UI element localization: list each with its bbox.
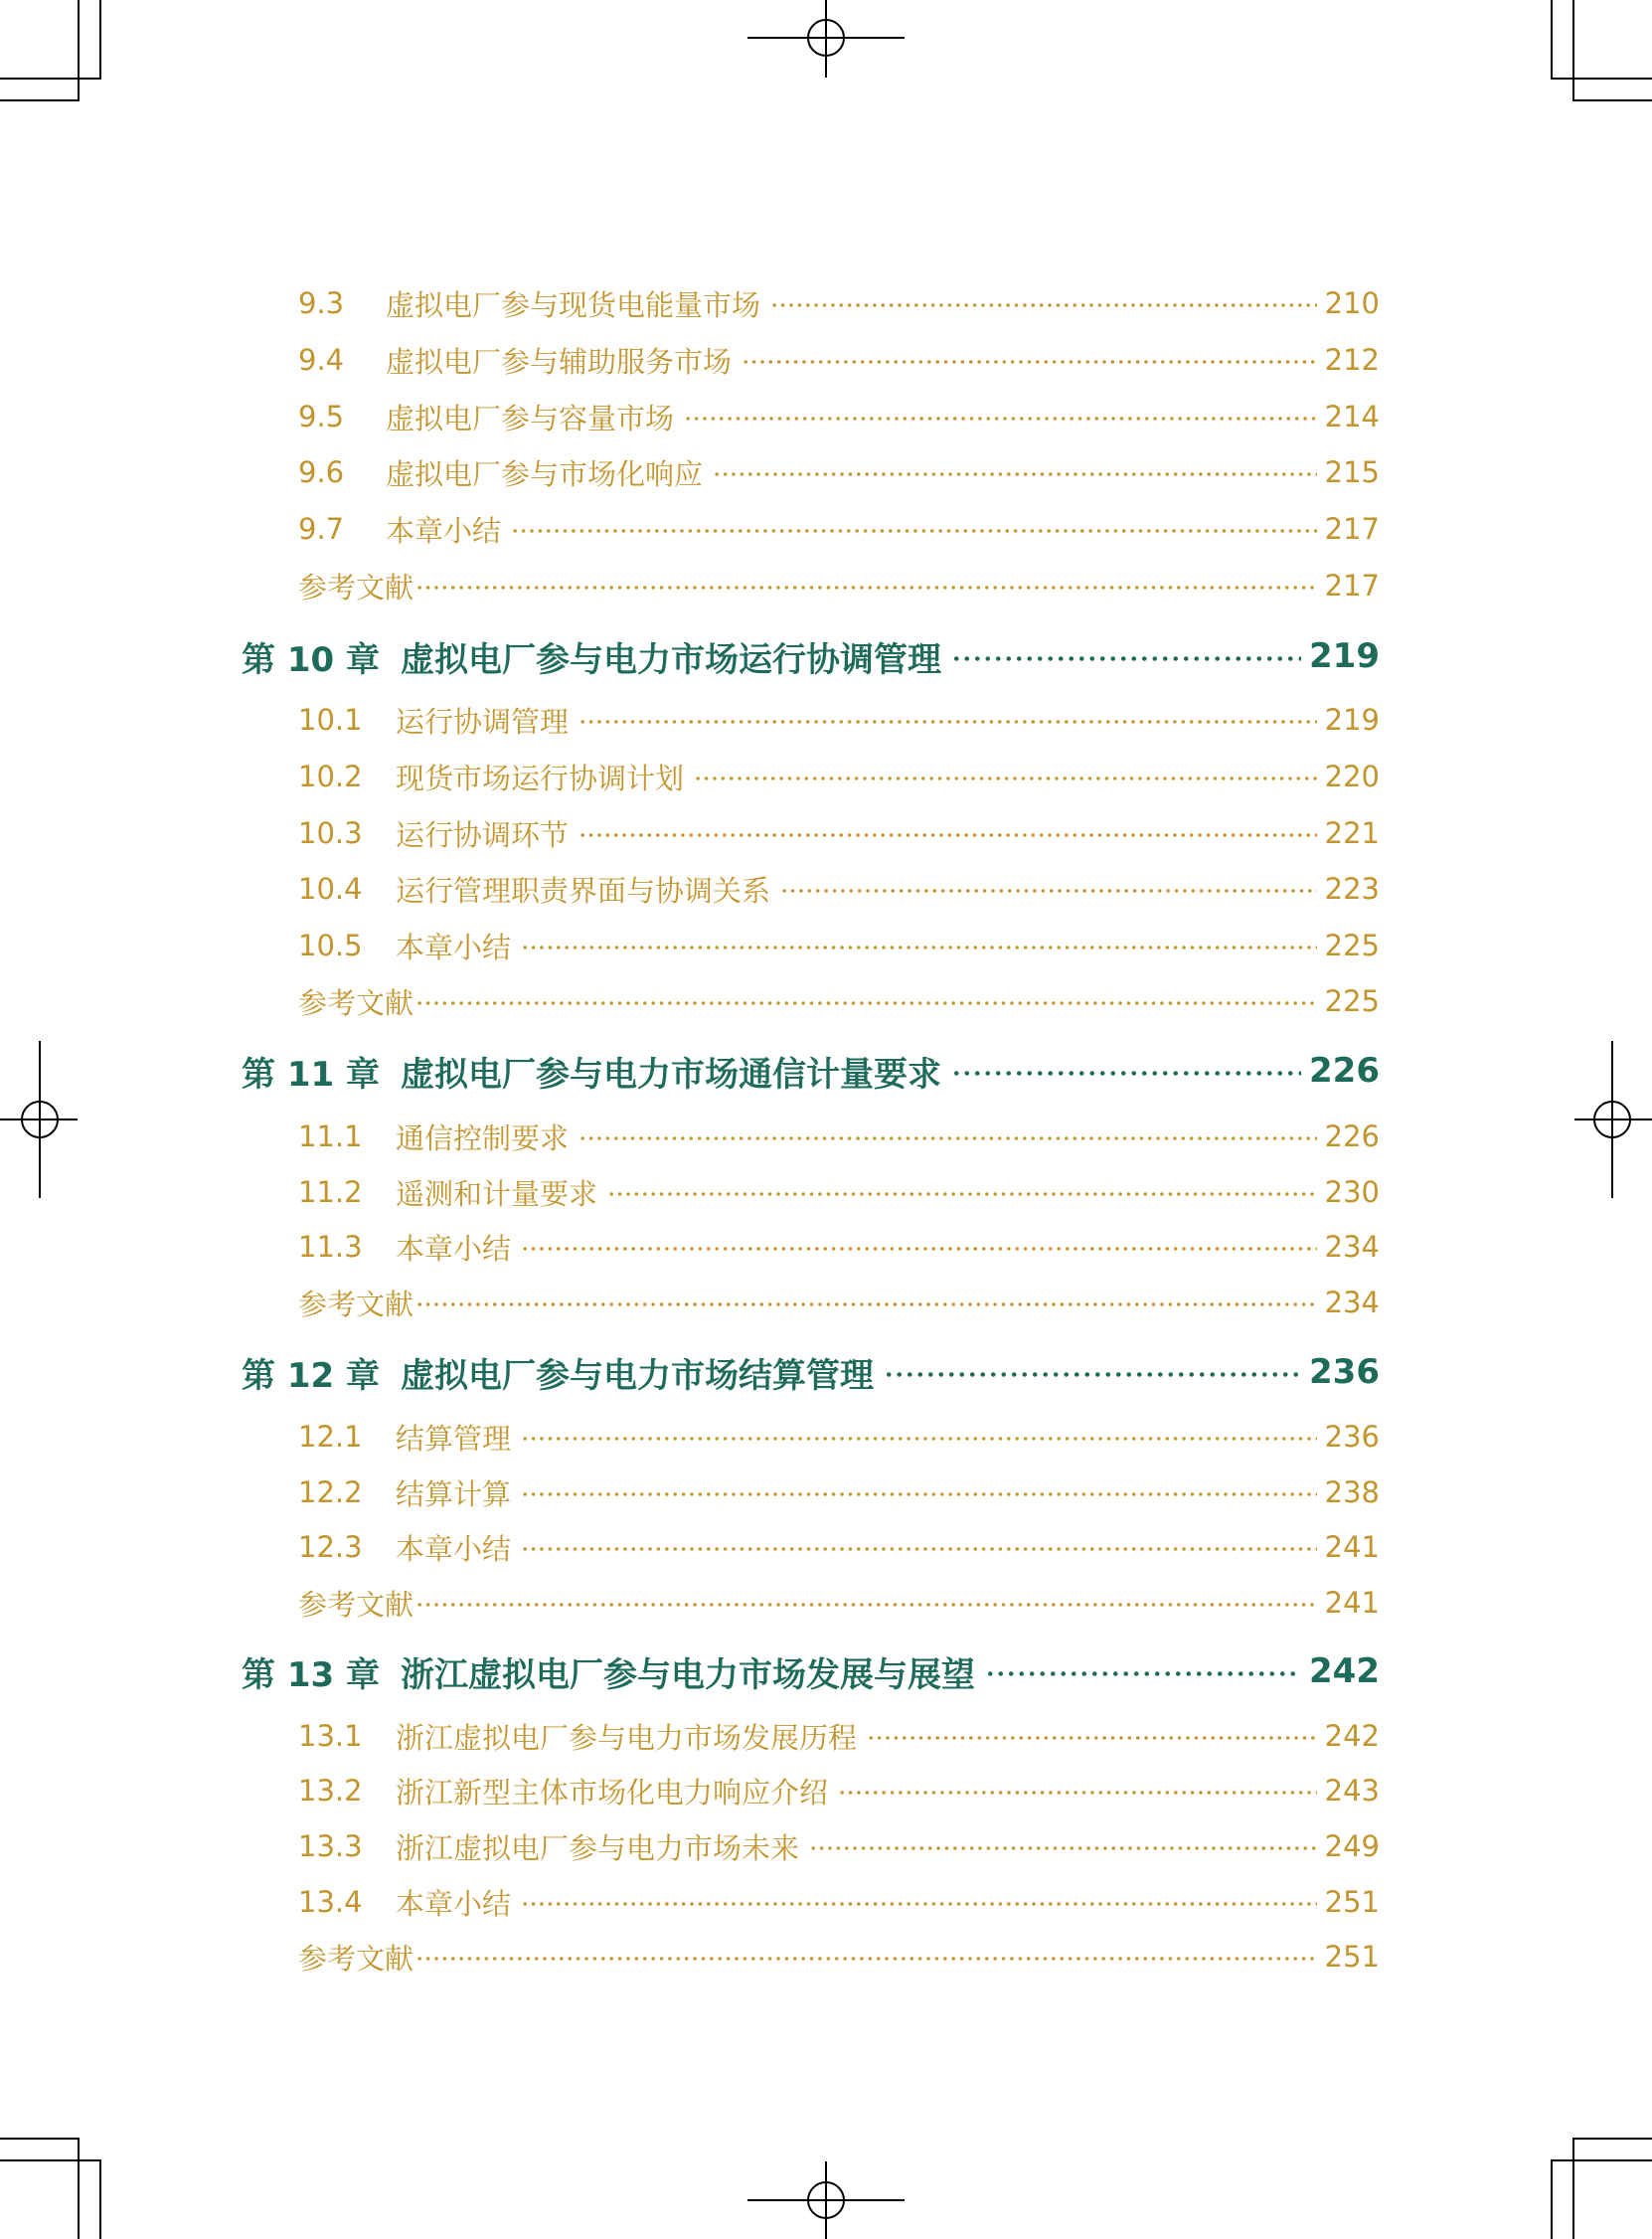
chapter-title: 浙江虚拟电厂参与电力市场发展与展望 — [401, 1654, 975, 1695]
section-title: 虚拟电厂参与市场化响应 — [386, 456, 704, 491]
section-title: 浙江虚拟电厂参与电力市场未来 — [396, 1830, 800, 1865]
page-number: 242 — [1324, 1719, 1380, 1753]
dot-leader — [415, 1302, 1317, 1306]
section-number: 10.1 — [298, 703, 363, 737]
section-number: 12.3 — [298, 1530, 363, 1564]
toc-entry-references-13[interactable] — [298, 1935, 1380, 1979]
page-number: 210 — [1324, 286, 1380, 320]
section-title: 通信控制要求 — [396, 1120, 570, 1155]
page-number: 241 — [1324, 1586, 1380, 1620]
section-title: 运行管理职责界面与协调关系 — [396, 873, 771, 908]
section-title: 本章小结 — [396, 1531, 512, 1566]
section-title: 浙江虚拟电厂参与电力市场发展历程 — [396, 1720, 858, 1755]
toc-entry-10-3[interactable] — [298, 811, 1380, 855]
toc-entry-13-2[interactable] — [298, 1769, 1380, 1812]
toc-entry-11-2[interactable] — [298, 1170, 1380, 1214]
section-title: 本章小结 — [396, 930, 512, 964]
page-number: 238 — [1324, 1475, 1380, 1509]
section-title: 本章小结 — [396, 1886, 512, 1921]
page-number: 217 — [1324, 569, 1380, 603]
dot-leader — [742, 360, 1317, 364]
dot-leader — [415, 1603, 1317, 1607]
section-number: 10.5 — [298, 929, 363, 962]
page-number: 236 — [1309, 1352, 1380, 1392]
section-title: 本章小结 — [396, 1231, 512, 1266]
toc-entry-9-5[interactable] — [298, 395, 1380, 438]
dot-leader — [985, 1671, 1301, 1676]
toc-entry-9-6[interactable] — [298, 450, 1380, 494]
references-title: 参考文献 — [298, 1941, 414, 1976]
dot-leader — [694, 776, 1317, 780]
section-title: 结算管理 — [396, 1421, 512, 1456]
dot-leader — [578, 1136, 1317, 1140]
dot-leader — [713, 472, 1317, 476]
references-title: 参考文献 — [298, 570, 414, 604]
page-number: 236 — [1324, 1420, 1380, 1454]
page-number: 223 — [1324, 872, 1380, 906]
page-number: 243 — [1324, 1774, 1380, 1808]
toc-entry-13-3[interactable] — [298, 1824, 1380, 1868]
page-number: 251 — [1324, 1885, 1380, 1919]
section-title: 虚拟电厂参与现货电能量市场 — [386, 287, 761, 322]
page-number: 214 — [1324, 400, 1380, 433]
toc-entry-13-4[interactable] — [298, 1880, 1380, 1924]
toc-entry-references-11[interactable] — [298, 1281, 1380, 1324]
dot-leader — [884, 1372, 1301, 1377]
section-number: 12.1 — [298, 1420, 363, 1454]
section-title: 运行协调环节 — [396, 817, 570, 852]
section-title: 运行协调管理 — [396, 704, 570, 739]
page-number: 251 — [1324, 1940, 1380, 1974]
toc-entry-11-1[interactable] — [298, 1115, 1380, 1158]
dot-leader — [578, 833, 1317, 837]
toc-entry-9-4[interactable] — [298, 338, 1380, 382]
toc-entry-13-1[interactable] — [298, 1714, 1380, 1758]
dot-leader — [415, 586, 1317, 590]
dot-leader — [780, 889, 1317, 893]
chapter-number: 第 11 章 — [242, 1054, 380, 1095]
dot-leader — [578, 720, 1317, 724]
toc-chapter-10[interactable] — [242, 630, 1380, 682]
toc-entry-12-2[interactable] — [298, 1470, 1380, 1514]
page-number: 215 — [1324, 455, 1380, 489]
dot-leader — [415, 1001, 1317, 1005]
page-number: 219 — [1324, 703, 1380, 737]
section-number: 9.4 — [298, 343, 345, 377]
dot-leader — [809, 1846, 1317, 1850]
section-title: 现货市场运行协调计划 — [396, 761, 685, 795]
page-number: 225 — [1324, 929, 1380, 962]
page-number: 225 — [1324, 984, 1380, 1018]
toc-entry-10-5[interactable] — [298, 924, 1380, 967]
section-number: 9.5 — [298, 400, 345, 433]
section-number: 13.3 — [298, 1829, 363, 1863]
page-number: 230 — [1324, 1175, 1380, 1209]
page-number: 220 — [1324, 760, 1380, 793]
section-number: 13.2 — [298, 1774, 363, 1808]
section-number: 10.4 — [298, 872, 363, 906]
dot-leader — [521, 946, 1317, 949]
dot-leader — [521, 1492, 1317, 1496]
dot-leader — [951, 1071, 1301, 1076]
section-number: 11.2 — [298, 1175, 363, 1209]
section-number: 10.2 — [298, 760, 363, 793]
chapter-number: 第 12 章 — [242, 1355, 380, 1396]
references-title: 参考文献 — [298, 1587, 414, 1622]
dot-leader — [511, 529, 1317, 533]
page-number: 241 — [1324, 1530, 1380, 1564]
page-number: 249 — [1324, 1829, 1380, 1863]
toc-entry-9-3[interactable] — [298, 281, 1380, 325]
toc-entry-12-3[interactable] — [298, 1525, 1380, 1569]
references-title: 参考文献 — [298, 1287, 414, 1321]
section-title: 虚拟电厂参与容量市场 — [386, 401, 675, 435]
toc-entry-references-12[interactable] — [298, 1581, 1380, 1625]
toc-chapter-12[interactable] — [242, 1346, 1380, 1398]
toc-entry-references-9[interactable] — [298, 564, 1380, 607]
toc-chapter-13[interactable] — [242, 1645, 1380, 1697]
section-title: 虚拟电厂参与辅助服务市场 — [386, 344, 733, 379]
page-number: 212 — [1324, 343, 1380, 377]
dot-leader — [521, 1247, 1317, 1251]
page-number: 234 — [1324, 1286, 1380, 1319]
toc-entry-10-2[interactable] — [298, 755, 1380, 798]
chapter-number: 第 10 章 — [242, 639, 380, 680]
section-number: 11.1 — [298, 1120, 363, 1153]
dot-leader — [607, 1192, 1317, 1196]
chapter-title: 虚拟电厂参与电力市场通信计量要求 — [401, 1054, 941, 1095]
section-number: 10.3 — [298, 816, 363, 850]
dot-leader — [415, 1957, 1317, 1961]
chapter-title: 虚拟电厂参与电力市场结算管理 — [401, 1355, 874, 1396]
section-title: 遥测和计量要求 — [396, 1176, 598, 1211]
section-number: 9.6 — [298, 455, 345, 489]
page-number: 221 — [1324, 816, 1380, 850]
section-title: 本章小结 — [386, 513, 502, 548]
dot-leader — [521, 1437, 1317, 1441]
chapter-number: 第 13 章 — [242, 1654, 380, 1695]
toc-entry-11-3[interactable] — [298, 1225, 1380, 1269]
section-number: 12.2 — [298, 1475, 363, 1509]
dot-leader — [684, 417, 1317, 421]
section-number: 11.3 — [298, 1230, 363, 1264]
dot-leader — [867, 1736, 1317, 1740]
toc-entry-10-4[interactable] — [298, 867, 1380, 911]
toc-entry-10-1[interactable] — [298, 698, 1380, 742]
dot-leader — [521, 1902, 1317, 1906]
toc-entry-12-1[interactable] — [298, 1415, 1380, 1459]
page-number: 226 — [1309, 1051, 1380, 1091]
toc-chapter-11[interactable] — [242, 1045, 1380, 1097]
dot-leader — [521, 1547, 1317, 1551]
section-title: 结算计算 — [396, 1476, 512, 1511]
dot-leader — [951, 656, 1301, 661]
toc-entry-references-10[interactable] — [298, 979, 1380, 1023]
toc-entry-9-7[interactable] — [298, 507, 1380, 551]
section-number: 9.7 — [298, 512, 345, 546]
dot-leader — [838, 1791, 1317, 1795]
section-number: 9.3 — [298, 286, 345, 320]
page-number: 242 — [1309, 1651, 1380, 1691]
section-number: 13.1 — [298, 1719, 363, 1753]
page-number: 219 — [1309, 636, 1380, 676]
section-title: 浙江新型主体市场化电力响应介绍 — [396, 1775, 829, 1809]
page-number: 234 — [1324, 1230, 1380, 1264]
section-number: 13.4 — [298, 1885, 363, 1919]
page-number: 217 — [1324, 512, 1380, 546]
references-title: 参考文献 — [298, 985, 414, 1020]
page-number: 226 — [1324, 1120, 1380, 1153]
dot-leader — [770, 303, 1317, 307]
chapter-title: 虚拟电厂参与电力市场运行协调管理 — [401, 639, 941, 680]
